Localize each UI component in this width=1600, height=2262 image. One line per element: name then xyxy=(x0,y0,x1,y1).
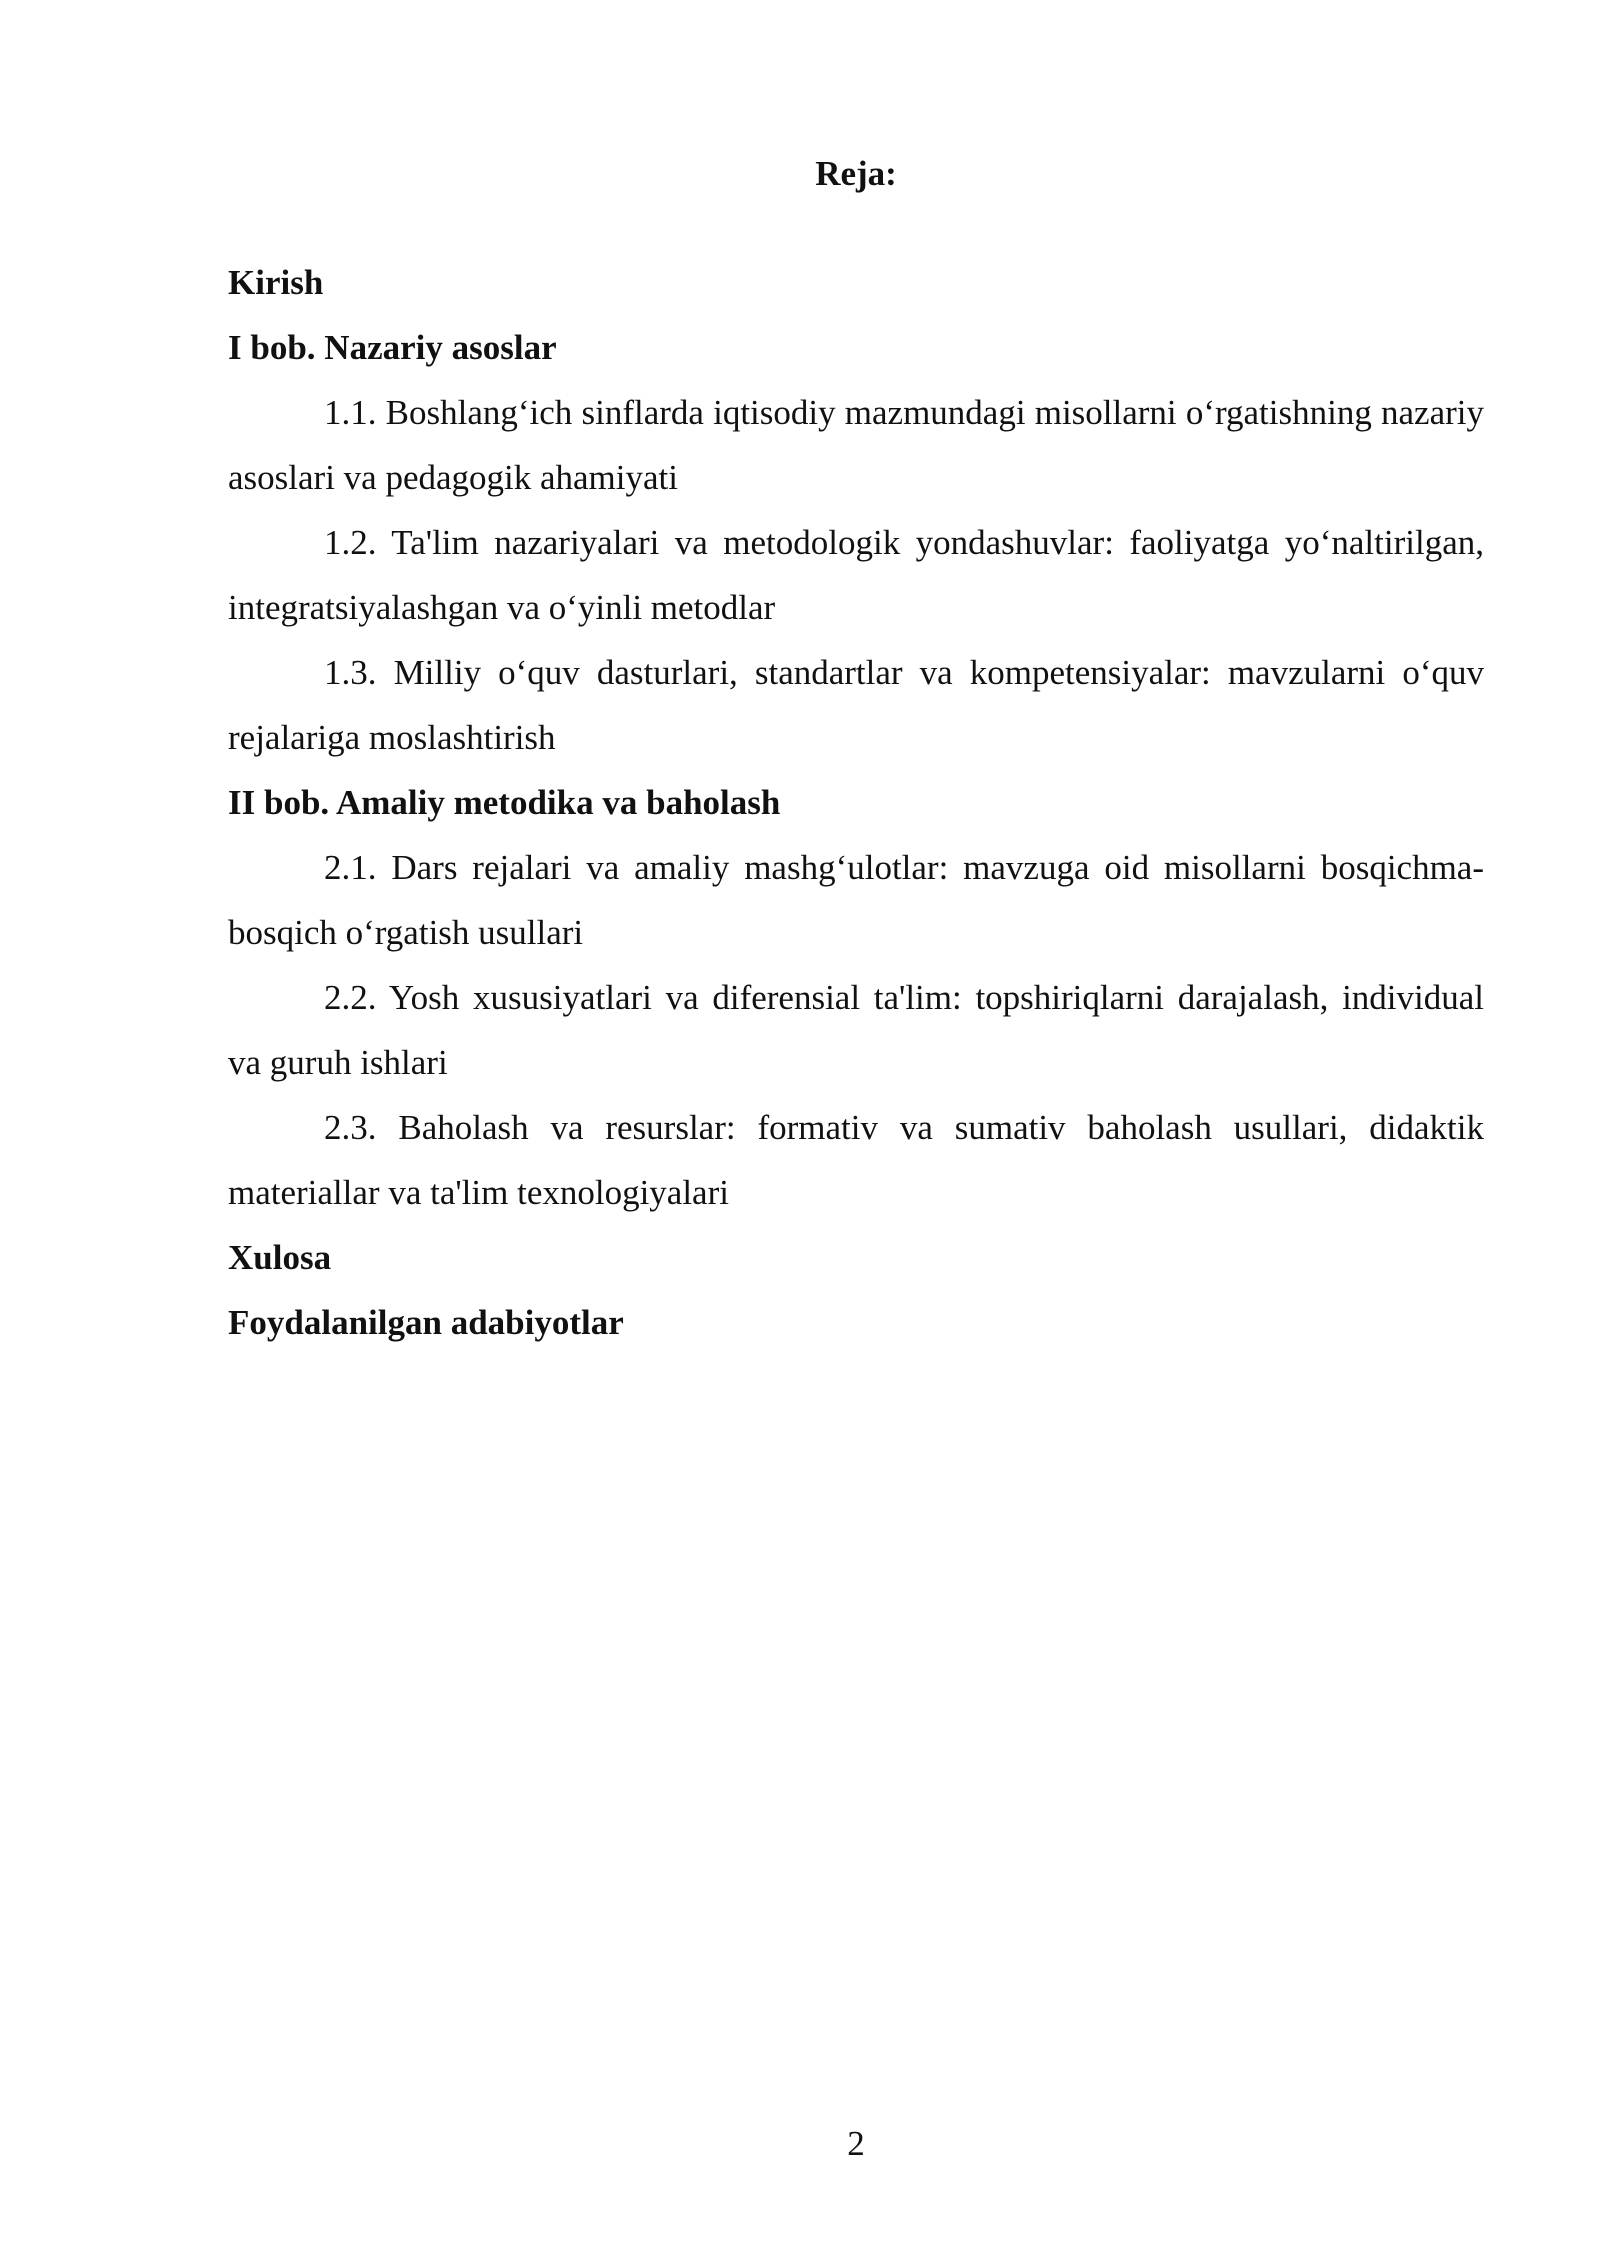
toc-section-1-2: 1.2. Ta'lim nazariyalari va metodologik yondashuvlar: faoliyatga yo‘naltirilgan, integratsiyalashgan va o‘yinli metodlar xyxy=(228,523,1484,627)
toc-references: Foydalanilgan adabiyotlar xyxy=(228,1303,624,1342)
toc-introduction: Kirish xyxy=(228,263,324,302)
toc-chapter-2-heading: II bob. Amaliy metodika va baholash xyxy=(228,783,781,822)
toc-conclusion: Xulosa xyxy=(228,1238,332,1277)
plan-title: Reja: xyxy=(815,154,897,193)
toc-section-2-2: 2.2. Yosh xususiyatlari va diferensial ta'lim: topshiriqlarni darajalash, individual va guruh ishlari xyxy=(228,978,1484,1082)
page-number: 2 xyxy=(847,2124,865,2163)
toc-section-1-1: 1.1. Boshlang‘ich sinflarda iqtisodiy mazmundagi misollarni o‘rgatishning nazariy asoslari va pedagogik ahamiyati xyxy=(228,393,1484,497)
toc-section-1-3: 1.3. Milliy o‘quv dasturlari, standartlar va kompetensiyalar: mavzularni o‘quv rejalariga moslashtirish xyxy=(228,653,1484,757)
table-of-contents xyxy=(228,250,1484,1355)
toc-section-2-1: 2.1. Dars rejalari va amaliy mashg‘ulotlar: mavzuga oid misollarni bosqichma-bosqich o‘rgatish usullari xyxy=(228,848,1484,952)
toc-chapter-1-heading: I bob. Nazariy asoslar xyxy=(228,328,557,367)
toc-section-2-3: 2.3. Baholash va resurslar: formativ va sumativ baholash usullari, didaktik materiallar va ta'lim texnologiyalari xyxy=(228,1108,1484,1212)
